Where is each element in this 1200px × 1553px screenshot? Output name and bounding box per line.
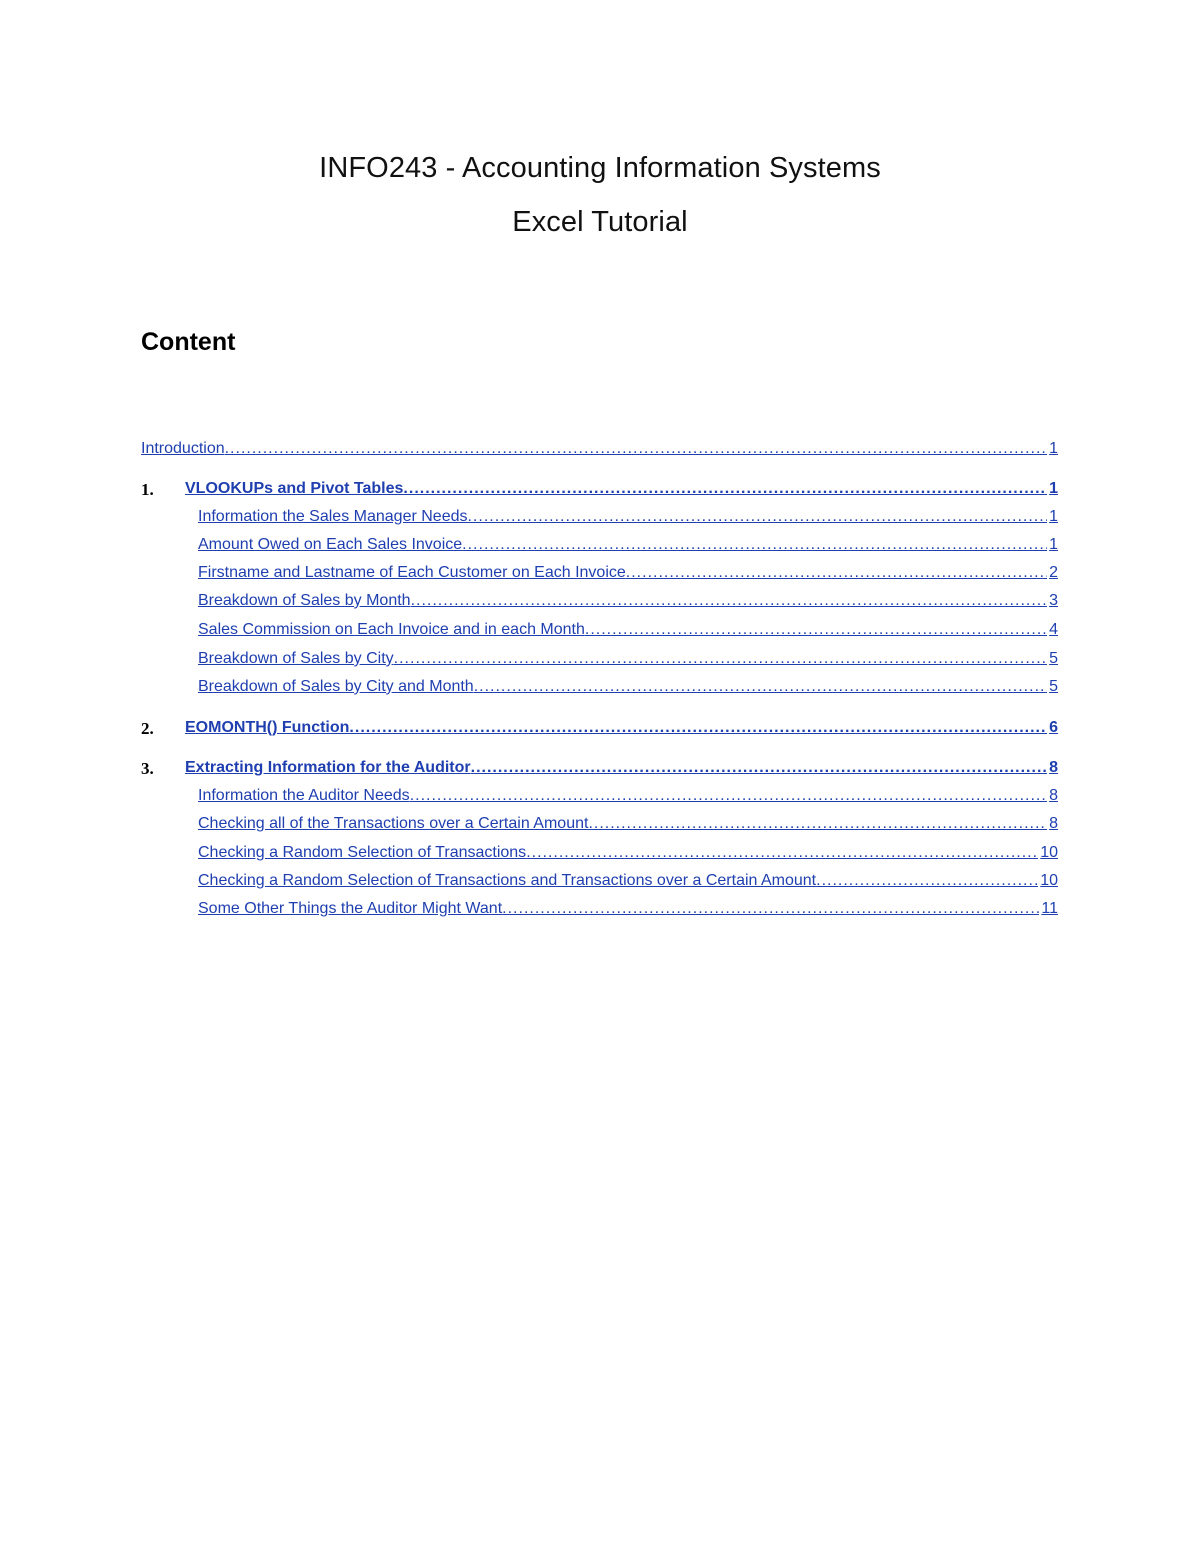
toc-link[interactable]	[198, 508, 1058, 526]
toc-entry-subsection	[141, 650, 1058, 672]
toc-entry-label: Amount Owed on Each Sales Invoice	[198, 536, 463, 553]
toc-section-number: 1.	[141, 480, 154, 499]
toc-entry-label: Breakdown of Sales by Month	[198, 592, 411, 609]
toc-entry-subsection	[141, 621, 1058, 643]
toc-page-number: 10	[1040, 872, 1058, 889]
toc-entry-subsection	[141, 508, 1058, 530]
toc-entry-subsection	[141, 815, 1058, 837]
toc-section-number: 2.	[141, 719, 154, 738]
document-subtitle: Excel Tutorial	[512, 206, 688, 238]
toc-page-number: 8	[1049, 815, 1058, 832]
toc-page-number: 11	[1041, 900, 1058, 917]
toc-page-number: 1	[1049, 536, 1058, 553]
toc-page-number: 1	[1049, 508, 1058, 525]
toc-link[interactable]	[185, 719, 1058, 737]
toc-link[interactable]	[198, 815, 1058, 833]
toc-page-number: 2	[1049, 564, 1058, 581]
toc-entry-section-2	[141, 719, 1058, 741]
toc-link[interactable]	[198, 536, 1058, 554]
toc-entry-subsection	[141, 678, 1058, 700]
toc-link[interactable]	[198, 621, 1058, 639]
toc-page-number: 6	[1049, 719, 1058, 736]
toc-entry-label: VLOOKUPs and Pivot Tables	[185, 480, 404, 497]
toc-page-number: 4	[1049, 621, 1058, 638]
toc-page-number: 5	[1049, 650, 1058, 667]
toc-entry-label: Breakdown of Sales by City and Month	[198, 678, 474, 695]
toc-entry-subsection	[141, 787, 1058, 809]
toc-entry-label: EOMONTH() Function	[185, 719, 350, 736]
toc-link[interactable]	[198, 564, 1058, 582]
toc-entry-subsection	[141, 900, 1058, 922]
toc-page-number: 1	[1049, 480, 1058, 497]
toc-entry-label: Checking a Random Selection of Transactions	[198, 844, 527, 861]
toc-page-number: 8	[1049, 759, 1058, 776]
toc-entry-label: Introduction	[141, 440, 225, 457]
toc-link[interactable]	[198, 650, 1058, 668]
toc-entry-label: Extracting Information for the Auditor	[185, 759, 471, 776]
toc-page-number: 1	[1049, 440, 1058, 457]
toc-link[interactable]	[141, 440, 1058, 458]
toc-page-number: 5	[1049, 678, 1058, 695]
document-title: INFO243 - Accounting Information Systems	[319, 152, 881, 184]
toc-entry-label: Some Other Things the Auditor Might Want	[198, 900, 503, 917]
toc-page-number: 3	[1049, 592, 1058, 609]
toc-entry-label: Breakdown of Sales by City	[198, 650, 394, 667]
toc-entry-subsection	[141, 872, 1058, 894]
contents-heading: Content	[141, 328, 236, 356]
toc-entry-section-1	[141, 480, 1058, 502]
toc-link[interactable]	[198, 900, 1058, 918]
toc-page-number: 8	[1049, 787, 1058, 804]
toc-link[interactable]	[185, 480, 1058, 498]
toc-entry-label: Firstname and Lastname of Each Customer on Each Invoice	[198, 564, 626, 581]
toc-entry-label: Checking a Random Selection of Transactions and Transactions over a Certain Amount	[198, 872, 817, 889]
toc-entry-label: Information the Sales Manager Needs	[198, 508, 468, 525]
toc-entry-subsection	[141, 844, 1058, 866]
toc-entry-label: Sales Commission on Each Invoice and in each Month	[198, 621, 585, 638]
toc-page-number: 10	[1040, 844, 1058, 861]
toc-link[interactable]	[185, 759, 1058, 777]
toc-entry-subsection	[141, 536, 1058, 558]
toc-entry-section-3	[141, 759, 1058, 781]
toc-entry-label: Information the Auditor Needs	[198, 787, 410, 804]
toc-link[interactable]	[198, 844, 1058, 862]
toc-link[interactable]	[198, 872, 1058, 890]
toc-link[interactable]	[198, 678, 1058, 696]
toc-entry-subsection	[141, 592, 1058, 614]
toc-entry-label: Checking all of the Transactions over a Certain Amount	[198, 815, 589, 832]
toc-entry-introduction	[141, 440, 1058, 462]
toc-link[interactable]	[198, 592, 1058, 610]
toc-section-number: 3.	[141, 759, 154, 778]
toc-link[interactable]	[198, 787, 1058, 805]
toc-entry-subsection	[141, 564, 1058, 586]
